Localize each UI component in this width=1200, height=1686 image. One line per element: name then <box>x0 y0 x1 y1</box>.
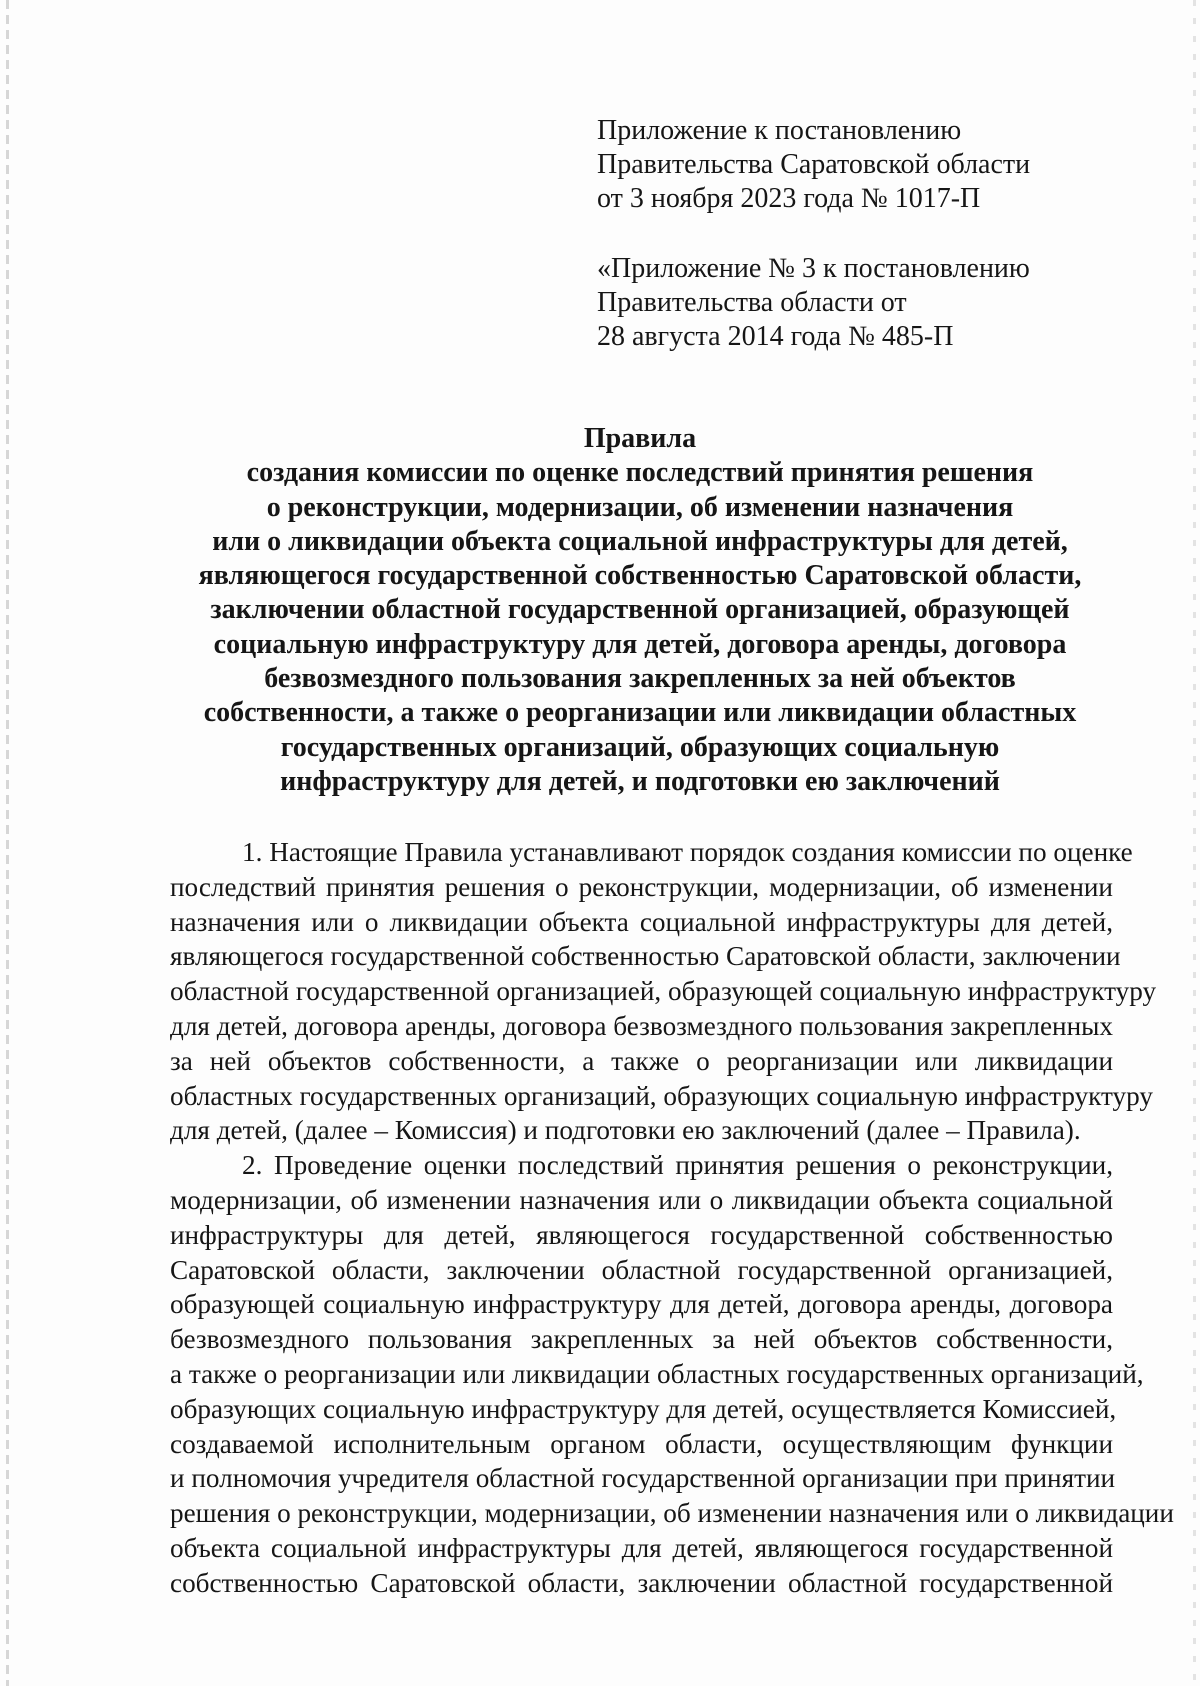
paragraph-line: областных государственных организаций, образующих социальную инфраструктуру <box>170 1080 1153 1111</box>
paragraph-line: образующих социальную инфраструктуру для детей, осуществляется Комиссией, <box>170 1393 1117 1424</box>
title-line: государственных организаций, образующих социальную <box>280 731 1000 763</box>
prior-annex-line: Правительства области от <box>597 287 907 318</box>
document-body <box>170 835 1174 1601</box>
paragraph-line: последствий принятия решения о реконструкции, модернизации, об изменении <box>170 871 1113 902</box>
paragraph-line: и полномочия учредителя областной государственной организации при принятии <box>170 1463 1116 1494</box>
paragraph-line: объекта социальной инфраструктуры для детей, являющегося государственной <box>170 1532 1113 1563</box>
prior-annex-reference-block <box>597 252 1097 354</box>
title-line: о реконструкции, модернизации, об изменении назначения <box>266 491 1014 523</box>
paragraph-line: а также о реорганизации или ликвидации областных государственных организаций, <box>170 1358 1144 1389</box>
paragraph-line: безвозмездного пользования закрепленных за ней объектов собственности, <box>170 1324 1113 1355</box>
scan-edge-left <box>6 0 9 1686</box>
paragraph-line: решения о реконструкции, модернизации, об изменении назначения или о ликвидации <box>170 1498 1174 1529</box>
paragraph-line: создаваемой исполнительным органом области, осуществляющим функции <box>170 1428 1113 1459</box>
title-line: безвозмездного пользования закрепленных за ней объектов <box>264 663 1016 695</box>
paragraph-line: собственностью Саратовской области, заключении областной государственной <box>170 1567 1113 1598</box>
paragraph-line: модернизации, об изменении назначения или о ликвидации объекта социальной <box>170 1184 1113 1215</box>
title-line: социальную инфраструктуру для детей, договора аренды, договора <box>213 628 1067 660</box>
scan-edge-right <box>1193 0 1196 1686</box>
title-line: инфраструктуру для детей, и подготовки ею заключений <box>280 765 1000 797</box>
paragraph-line: 1. Настоящие Правила устанавливают порядок создания комиссии по оценке <box>242 837 1133 867</box>
paragraph-line: инфраструктуры для детей, являющегося государственной собственностью <box>170 1219 1113 1250</box>
paragraph-line: 2. Проведение оценки последствий принятия решения о реконструкции, <box>242 1150 1113 1181</box>
document-title <box>170 422 1110 799</box>
title-line: являющегося государственной собственностью Саратовской области, <box>198 560 1082 592</box>
prior-annex-line: «Приложение № 3 к постановлению <box>597 253 1030 284</box>
title-heading: Правила <box>583 423 697 454</box>
paragraph-2 <box>170 1148 1174 1600</box>
paragraph-line: для детей, договора аренды, договора безвозмездного пользования закрепленных <box>170 1010 1113 1041</box>
paragraph-line: назначения или о ликвидации объекта социальной инфраструктуры для детей, <box>170 906 1113 937</box>
annex-reference-block <box>597 114 1097 216</box>
prior-annex-line: 28 августа 2014 года № 485-П <box>597 321 954 352</box>
paragraph-1 <box>170 835 1157 1148</box>
title-line: создания комиссии по оценке последствий принятия решения <box>246 457 1034 489</box>
annex-line: Правительства Саратовской области <box>597 149 1031 180</box>
title-line: или о ликвидации объекта социальной инфраструктуры для детей, <box>212 525 1068 557</box>
paragraph-line: областной государственной организацией, образующей социальную инфраструктуру <box>170 976 1157 1007</box>
annex-line: от 3 ноября 2023 года № 1017-П <box>597 183 981 214</box>
paragraph-line: Саратовской области, заключении областной государственной организацией, <box>170 1254 1113 1285</box>
title-line: собственности, а также о реорганизации или ликвидации областных <box>203 697 1077 729</box>
paragraph-line: образующей социальную инфраструктуру для детей, договора аренды, договора <box>170 1289 1113 1320</box>
paragraph-line: являющегося государственной собственностью Саратовской области, заключении <box>170 941 1121 972</box>
annex-line: Приложение к постановлению <box>597 115 962 146</box>
paragraph-line: для детей, (далее – Комиссия) и подготовки ею заключений (далее – Правила). <box>170 1115 1081 1146</box>
title-line: заключении областной государственной организацией, образующей <box>210 594 1070 626</box>
paragraph-line: за ней объектов собственности, а также о реорганизации или ликвидации <box>170 1045 1113 1076</box>
